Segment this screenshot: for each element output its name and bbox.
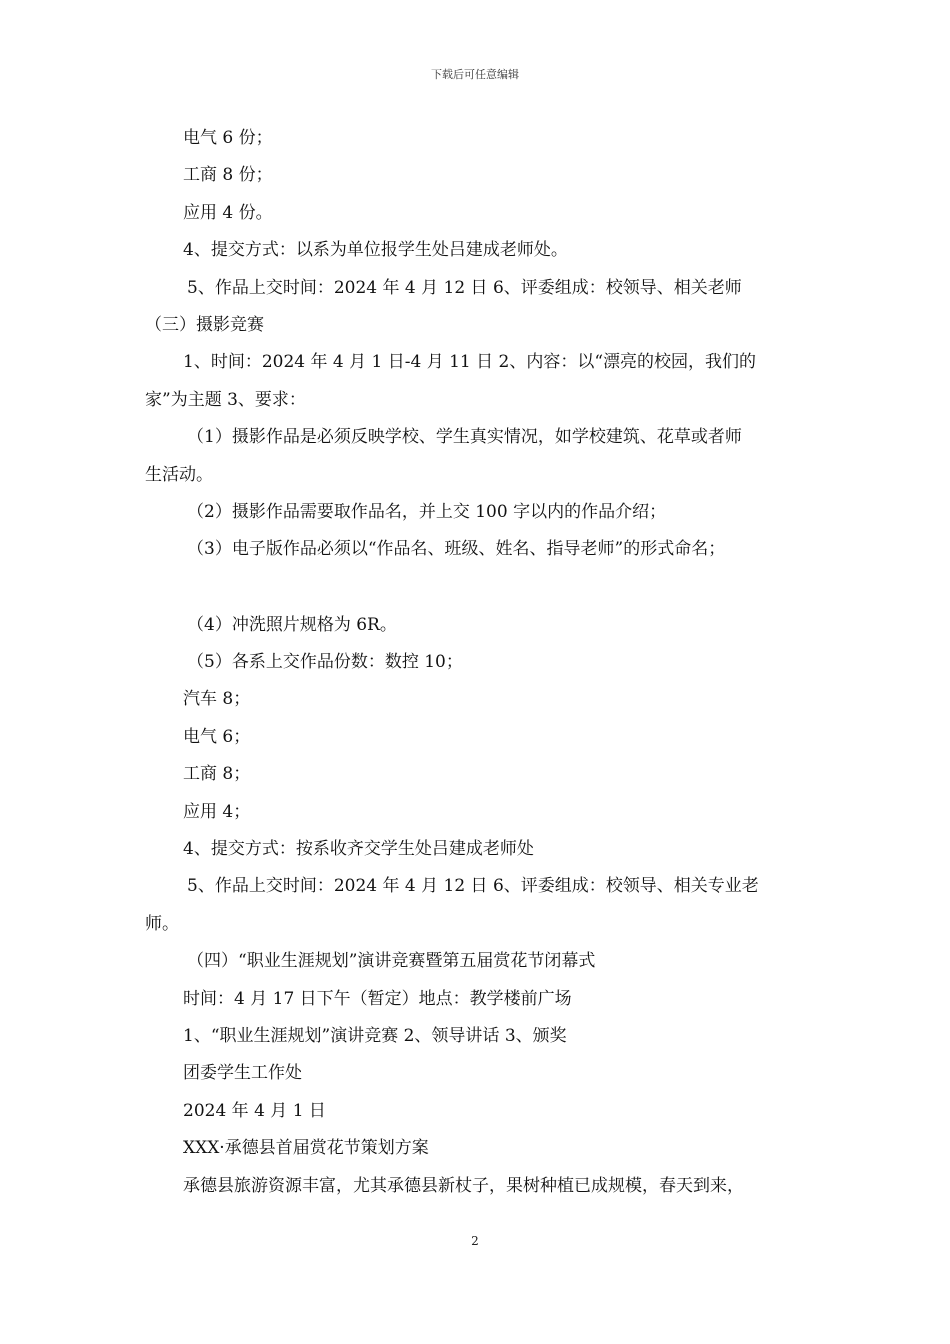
- paragraph-line: 时间：4 月 17 日下午（暂定）地点：教学楼前广场: [183, 988, 572, 1009]
- paragraph-line: 师。: [145, 913, 179, 934]
- paragraph-line: （2）摄影作品需要取作品名，并上交 100 字以内的作品介绍；: [187, 501, 667, 522]
- paragraph-line: 应用 4 份。: [183, 202, 273, 223]
- paragraph-line: 汽车 8；: [183, 689, 251, 710]
- paragraph-line: 1、“职业生涯规划”演讲竞赛 2、领导讲话 3、颁奖: [183, 1025, 567, 1046]
- section-heading: （四）“职业生涯规划”演讲竞赛暨第五届赏花节闭幕式: [187, 951, 596, 972]
- page-header: 下载后可任意编辑: [431, 68, 519, 81]
- blank-line: [145, 569, 810, 607]
- paragraph-line: 生活动。: [145, 464, 213, 485]
- paragraph-line: 5、作品上交时间：2024 年 4 月 12 日 6、评委组成：校领导、相关专业老: [187, 876, 759, 897]
- paragraph-line: （3）电子版作品必须以“作品名、班级、姓名、指导老师”的形式命名；: [187, 539, 726, 560]
- paragraph-line: 电气 6；: [183, 726, 251, 747]
- paragraph-line: 家”为主题 3、要求：: [145, 389, 306, 410]
- paragraph-line: 5、作品上交时间：2024 年 4 月 12 日 6、评委组成：校领导、相关老师: [187, 277, 742, 298]
- paragraph-line: 1、时间：2024 年 4 月 1 日-4 月 11 日 2、内容：以“漂亮的校园，我们的: [183, 352, 757, 373]
- paragraph-line: 4、提交方式：按系收齐交学生处吕建成老师处: [183, 839, 534, 860]
- paragraph-line: 承德县旅游资源丰富，尤其承德县新杖子，果树种植已成规模，春天到来，: [183, 1175, 744, 1196]
- page-number: 2: [471, 1234, 479, 1248]
- document-title: XXX·承德县首届赏花节策划方案: [183, 1138, 429, 1159]
- signature-line: 团委学生工作处: [183, 1063, 302, 1084]
- paragraph-line: 工商 8 份；: [183, 165, 273, 186]
- paragraph-line: （4）冲洗照片规格为 6R。: [187, 614, 397, 635]
- paragraph-line: （5）各系上交作品份数：数控 10；: [187, 652, 463, 673]
- paragraph-line: 工商 8；: [183, 764, 251, 785]
- document-body: [145, 120, 810, 1205]
- paragraph-line: 4、提交方式：以系为单位报学生处吕建成老师处。: [183, 240, 568, 261]
- paragraph-line: （1）摄影作品是必须反映学校、学生真实情况，如学校建筑、花草或者师: [187, 427, 742, 448]
- paragraph-line: 电气 6 份；: [183, 128, 273, 148]
- paragraph-line: 应用 4；: [183, 801, 251, 822]
- section-heading: （三）摄影竞赛: [145, 314, 264, 335]
- date-line: 2024 年 4 月 1 日: [183, 1100, 326, 1121]
